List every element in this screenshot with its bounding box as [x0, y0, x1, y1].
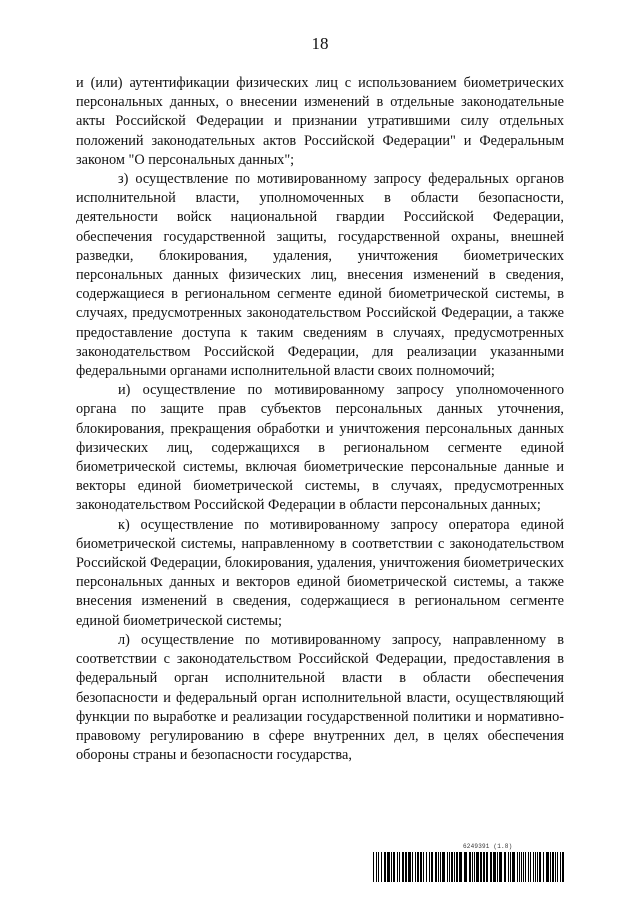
paragraph-item-z: з) осуществление по мотивированному запросу федеральных органов исполнительной власти, уполномоченных в области безопасности, деятельности войск национальной гвардии Российской Федерации, обеспечения государственной защиты, государственной охраны, внешней разведки, блокирования, удаления, уничтожения биометрических персональных данных физических лиц, внесения изменений в сведения, содержащиеся в региональном сегменте единой биометрической системы, в случаях, предусмотренных законодательством Российской Федерации, а также предоставление доступа к таким сведениям в случаях, предусмотренных законодательством Российской Федерации, для реализации указанными федеральными органами исполнительной власти своих полномочий;: [76, 171, 564, 380]
paragraph-item-k: к) осуществление по мотивированному запросу оператора единой биометрической системы, направленному в соответствии с законодательством Российской Федерации, блокирования, удаления, уничтожения биометрических персональных данных и векторов единой биометрической системы, а также внесения изменений в сведения, содержащиеся в региональном сегменте единой биометрической системы;: [76, 516, 564, 629]
paragraph-item-i: и) осуществление по мотивированному запросу уполномоченного органа по защите прав субъектов персональных данных уточнения, блокирования, прекращения обработки и уничтожения персональных данных физических лиц, содержащихся в региональном сегменте единой биометрической системы, включая биометрические персональные данные и векторы единой биометрической системы, в случаях, предусмотренных законодательством Российской Федерации в области персональных данных;: [76, 382, 564, 514]
page-number: 18: [311, 34, 329, 53]
barcode-code: 6249391 (1.8): [463, 843, 513, 850]
document-body: [76, 74, 564, 765]
barcode-icon: [373, 852, 564, 882]
paragraph-continuation: и (или) аутентификации физических лиц с использованием биометрических персональных данных, о внесении изменений в отдельные законодательные акты Российской Федерации и признании утратившими силу отдельных положений законодательных актов Российской Федерации" и Федеральным законом "О персональных данных";: [76, 75, 564, 168]
paragraph-item-l: л) осуществление по мотивированному запросу, направленному в соответствии с законодательством Российской Федерации, предоставления в федеральный орган исполнительной власти в области обеспечения безопасности и федеральный орган исполнительной власти, осуществляющий функции по выработке и реализации государственной политики и нормативно-правовому регулированию в сфере внутренних дел, в целях обеспечения обороны страны и безопасности государства,: [76, 631, 564, 764]
